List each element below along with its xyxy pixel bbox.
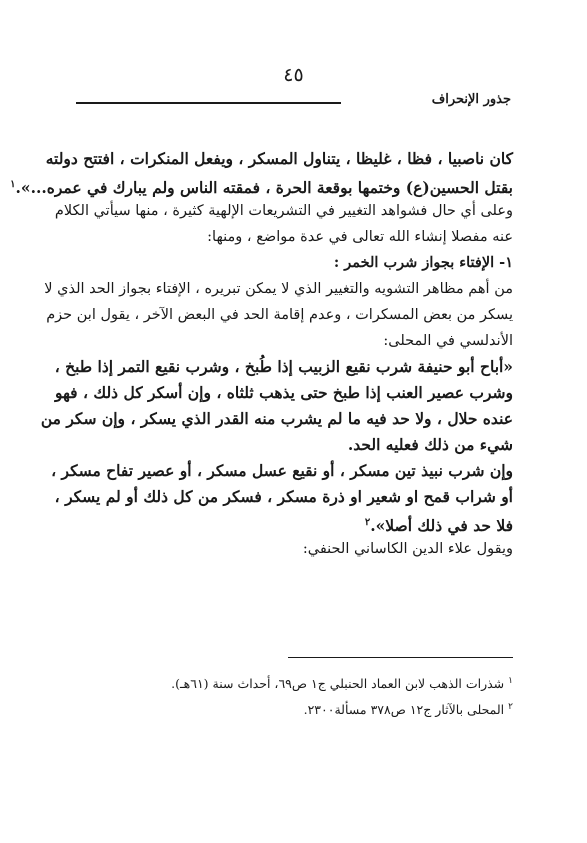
body-line [51,458,513,484]
footnote-separator [288,657,513,658]
body-line-text: «أباح أبو حنيفة شرب نقيع الزبيب إذا طُبخ ، وشرب نقيع التمر إذا طبخ ، [54,357,513,376]
body-line-text: كان ناصبيا ، فظا ، غليظا ، يتناول المسكر ، ويفعل المنكرات ، افتتح دولته [45,149,513,168]
body-line-text: بقتل الحسين(ع) وختمها بوقعة الحرة ، فمقته الناس ولم يبارك في عمره...». [15,178,513,198]
footnotes [68,668,513,720]
body-line [54,354,513,380]
footnote-number: ١ [508,676,513,686]
body-line-text: من أهم مظاهر التشويه والتغيير الذي لا يمكن تبريره ، الإفتاء بجواز الحد الذي لا [44,281,513,297]
body-line [68,510,513,536]
footnote-item [68,694,513,720]
body-line [55,380,513,406]
body-line [44,276,513,302]
body-line [68,536,513,562]
body-line [54,198,513,224]
body-line-text: وعلى أي حال فشواهد التغيير في التشريعات الإلهية كثيرة ، منها سيأتي الكلام [54,203,513,219]
body-line-text: شيء من ذلك فعليه الحد. [347,435,513,454]
body-line [68,432,513,458]
section-heading [68,250,513,276]
body-line-text: وإن شرب نبيذ تين مسكر ، أو نقيع عسل مسكر ، أو عصير تفاح مسكر ، [51,461,513,480]
footnote-text: شذرات الذهب لابن العماد الحنبلي ج١ ص٦٩، أحداث سنة (٦١هـ). [171,676,505,692]
body-text [10,146,513,562]
body-line-text: عنه مفصلا إنشاء الله تعالى في عدة مواضع ، ومنها: [207,229,513,245]
body-line-text: ويقول علاء الدين الكاساني الحنفي: [302,541,513,557]
footnote-item [68,668,513,694]
body-line-text: أو شراب قمح او شعير او ذرة مسكر ، فسكر من كل ذلك أو لم يسكر ، [54,487,513,506]
body-line-text: وشرب عصير العنب إذا طبخ حتى يذهب ثلثاه ، وإن أسكر كل ذلك ، فهو [55,383,513,402]
body-line-text: ١- الإفتاء بجواز شرب الخمر : [333,254,513,271]
page-number: ٤٥ [283,64,304,86]
body-line [45,146,513,172]
body-line-text: الأندلسي في المحلى: [383,333,513,349]
header-rule [76,102,341,104]
body-line-text: فلا حد في ذلك أصلا». [370,516,513,536]
body-line [40,406,513,432]
footnote-text: المحلى بالآثار ج١٢ ص٣٧٨ مسألة٢٣٠٠. [303,702,505,718]
body-line-text: يسكر من بعض المسكرات ، وعدم إقامة الحد في البعض الآخر ، يقول ابن حزم [46,307,513,323]
footnote-reference[interactable]: ١ [10,179,16,190]
body-line [54,484,513,510]
body-line [68,224,513,250]
footnote-reference[interactable]: ٢ [364,517,371,528]
body-line [68,328,513,354]
footnote-number: ٢ [508,702,513,712]
body-line-text: عنده حلال ، ولا حد فيه ما لم يشرب منه القدر الذي يسكر ، وإن سكر من [40,409,513,428]
body-line [46,302,513,328]
running-header [76,92,511,112]
running-header-title: جذور الإنحراف [431,92,511,107]
body-line [10,172,513,198]
